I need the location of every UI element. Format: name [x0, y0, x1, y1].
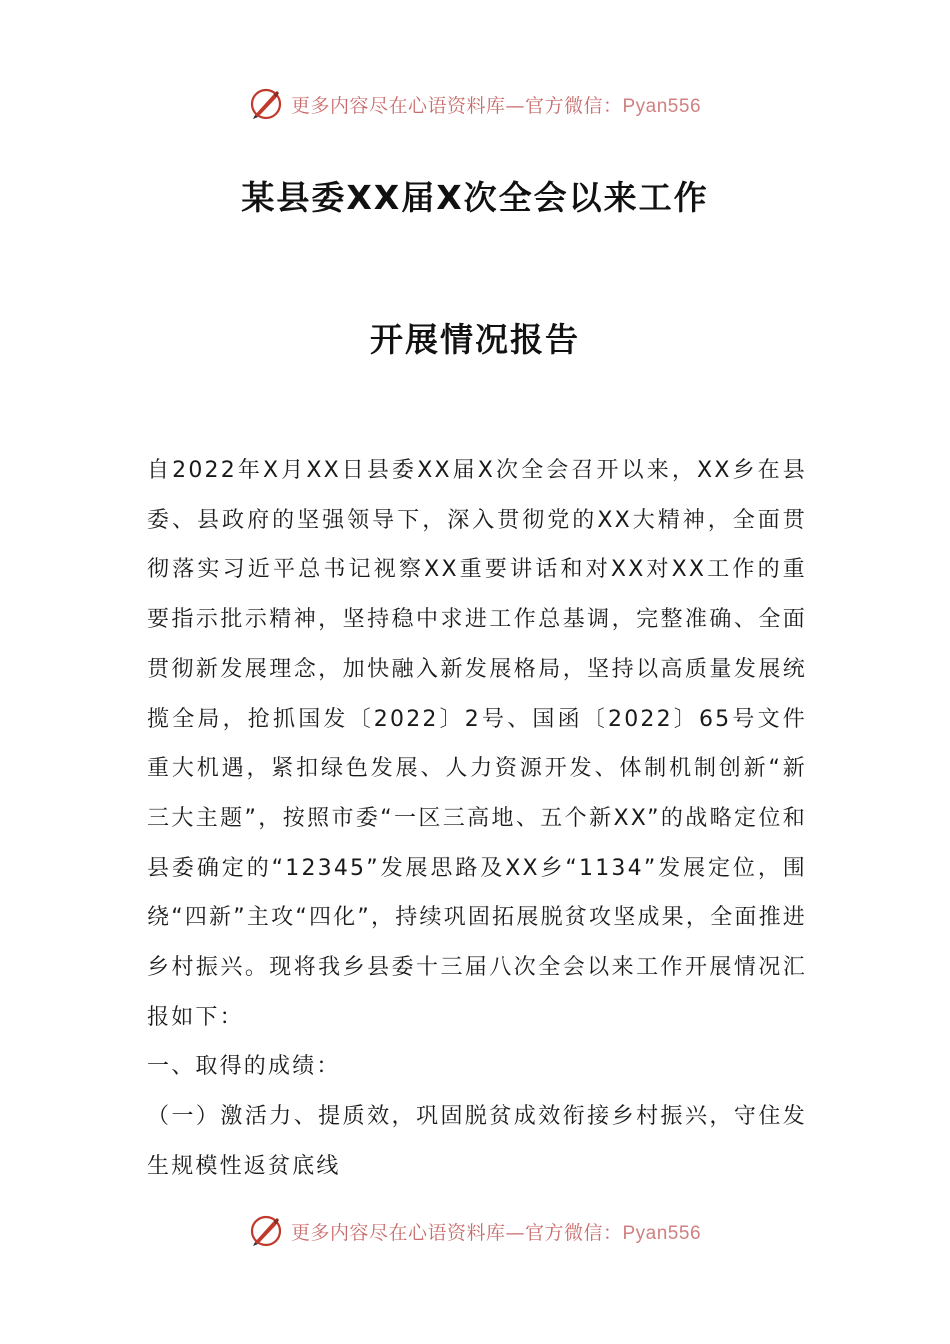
watermark-text: 更多内容尽在心语资料库—官方微信：Pyan556 [290, 1221, 702, 1244]
body-paragraph-intro: 自2022年X月XX日县委XX届X次全会召开以来，XX乡在县委、县政府的坚强领导下，深入贯彻党的XX大精神，全面贯彻落实习近平总书记视察XX重要讲话和对XX对XX工作的重要指示批示精神，坚持稳中求进工作总基调，完整准确、全面贯彻新发展理念，加快融入新发展格局，坚持以高质量发展统揽全局，抢抓国发〔2022〕2号、国函〔2022〕65号文件重大机遇，紧扣绿色发展、人力资源开发、体制机制创新“新三大主题”，按照市委“一区三高地、五个新XX”的战略定位和县委确定的“12345”发展思路及XX乡“1134”发展定位，围绕“四新”主攻“四化”，持续巩固拓展脱贫攻坚成果，全面推进乡村振兴。现将我乡县委十三届八次全会以来工作开展情况汇报如下： [147, 458, 807, 1030]
watermark-header [0, 84, 950, 124]
document-body [147, 446, 807, 1192]
watermark-id: Pyan556 [622, 1222, 702, 1244]
document-title-line-2: 开展情况报告 [370, 320, 580, 359]
section-heading-achievements: 一、取得的成绩： [147, 1054, 341, 1080]
pen-circle-logo-icon [249, 87, 283, 121]
watermark-footer [0, 1211, 950, 1251]
watermark-text: 更多内容尽在心语资料库—官方微信：Pyan556 [290, 94, 702, 117]
watermark-id: Pyan556 [622, 95, 702, 117]
subsection-heading-1: （一）激活力、提质效，巩固脱贫成效衔接乡村振兴，守住发生规模性返贫底线 [147, 1104, 807, 1179]
pen-circle-logo-icon [249, 1214, 283, 1248]
document-title-line-1: 某县委XX届X次全会以来工作 [241, 178, 709, 217]
